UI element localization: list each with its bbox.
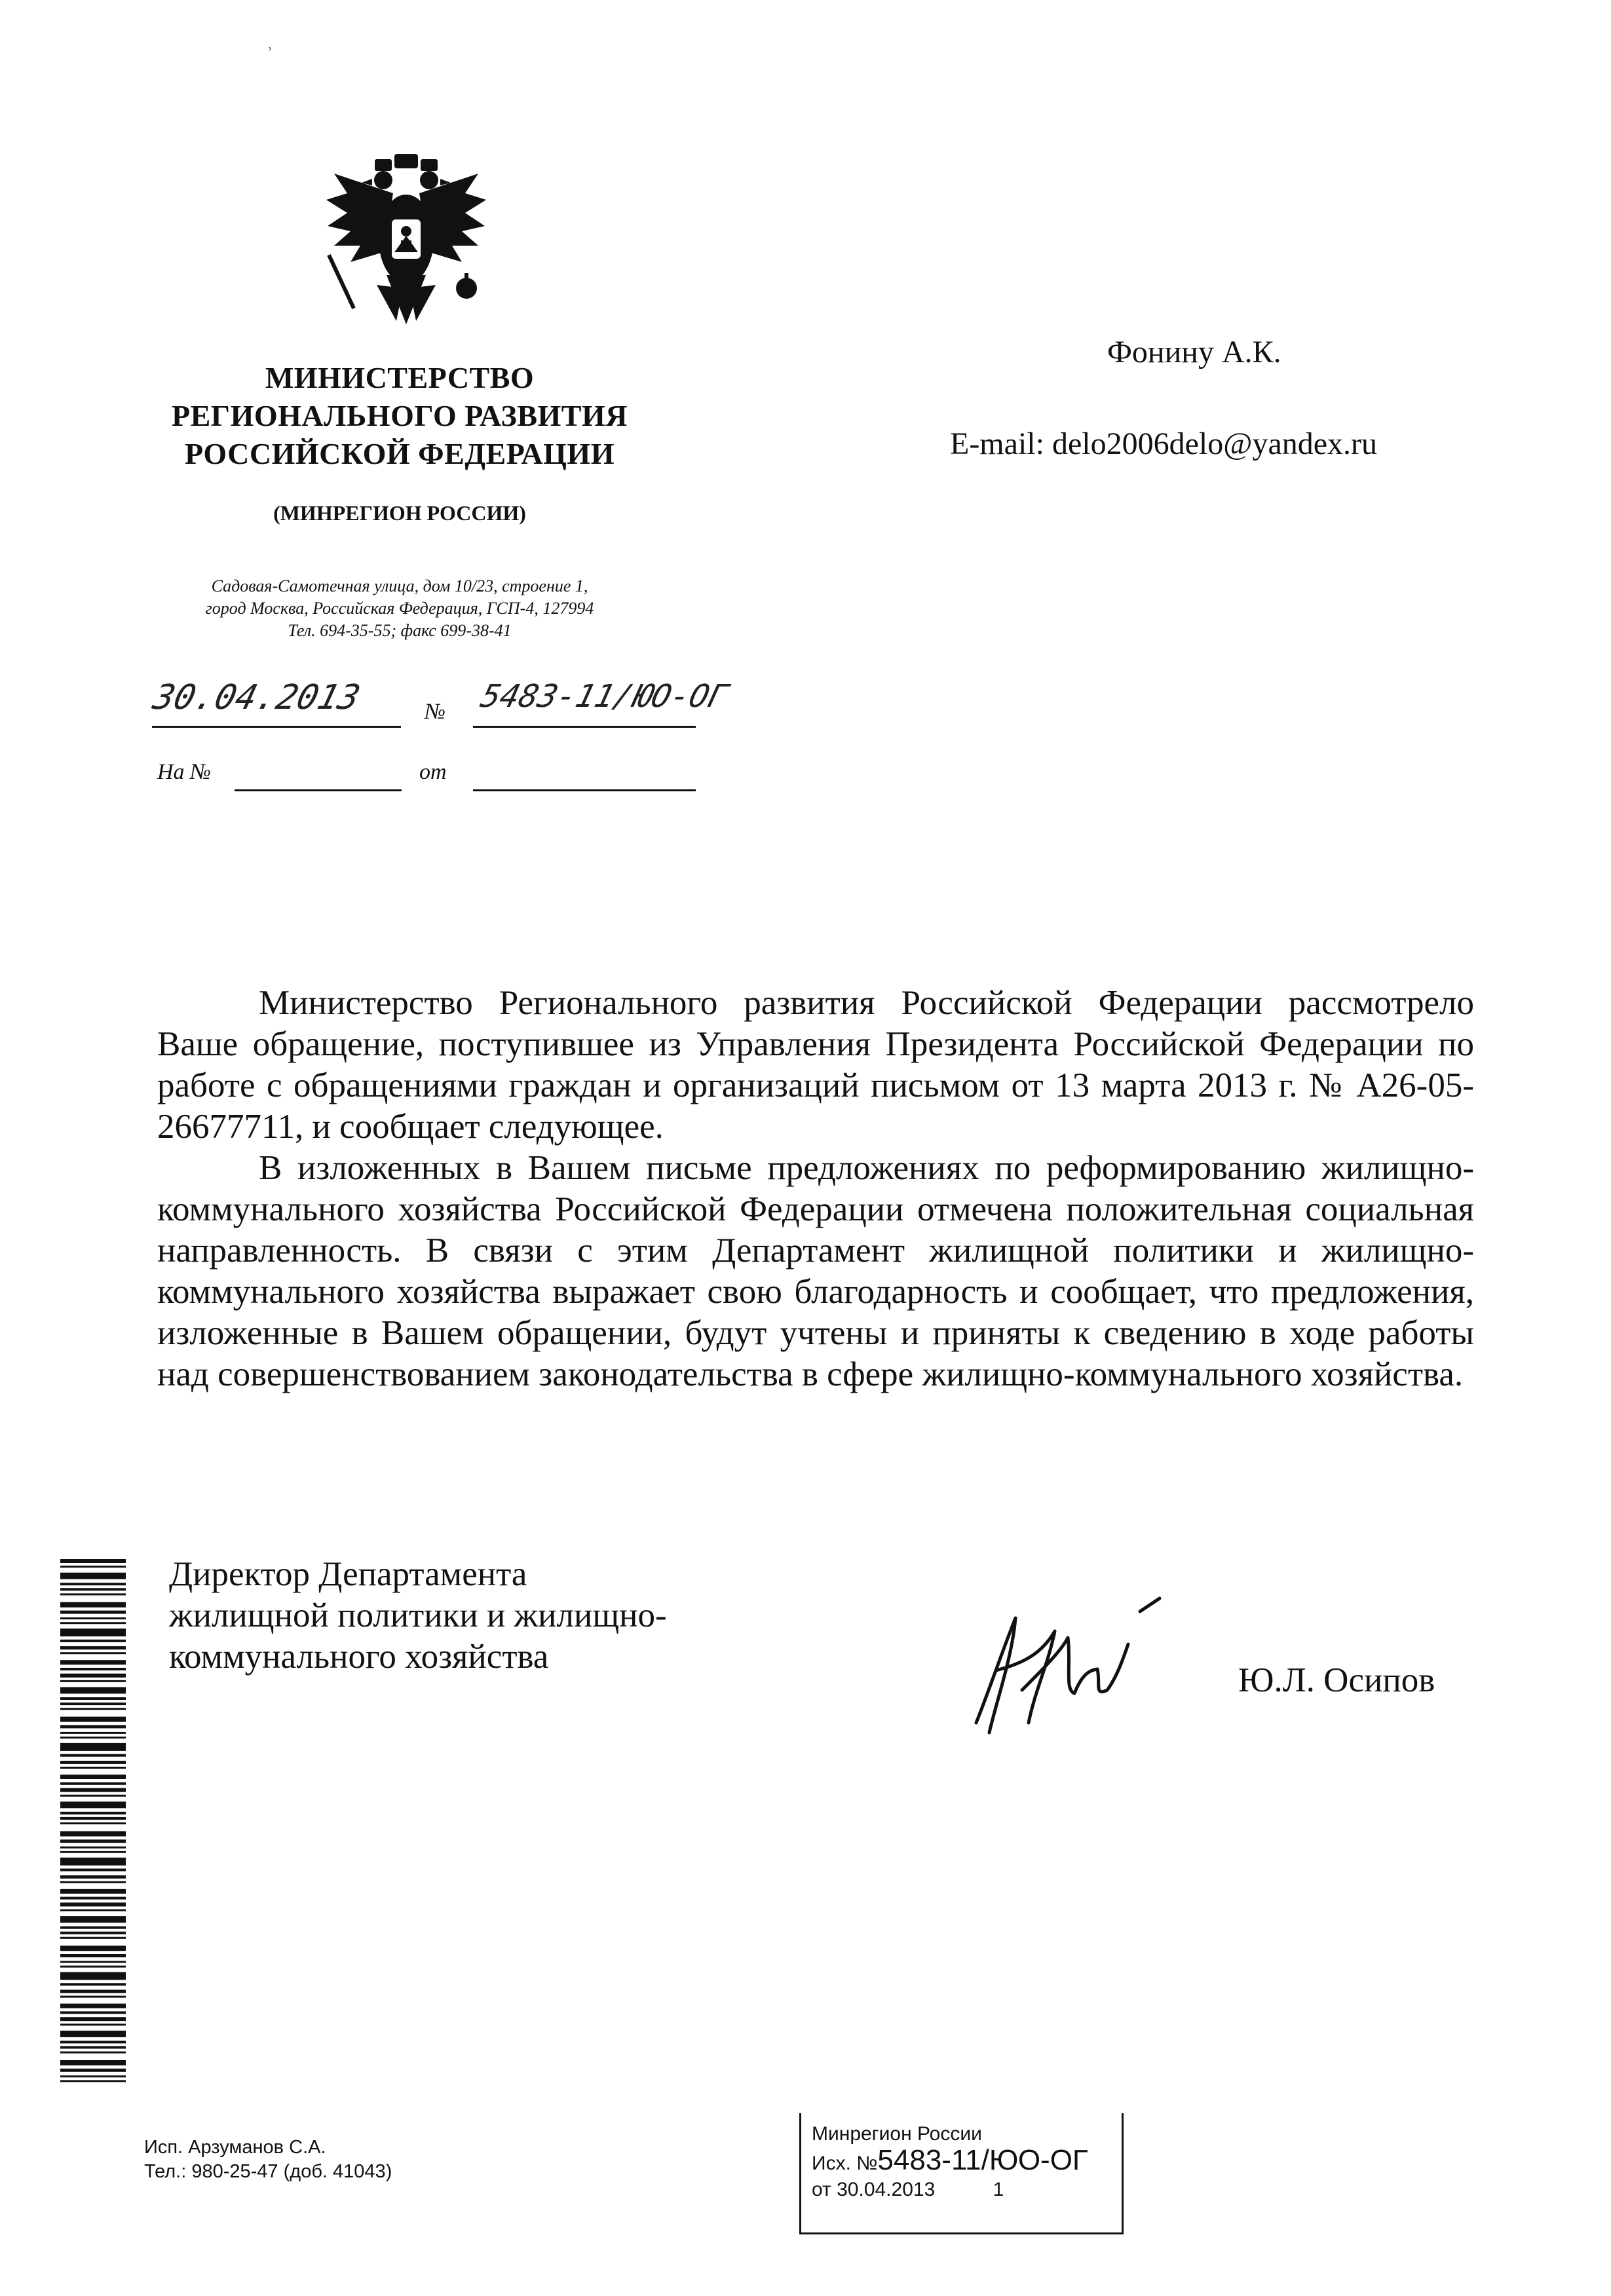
executor-name: Исп. Арзуманов С.А. xyxy=(144,2137,326,2158)
number-underline xyxy=(473,726,696,728)
stamp-date-label: от xyxy=(812,2179,831,2200)
ministry-address xyxy=(131,575,668,642)
registration-stamp xyxy=(799,2113,1124,2234)
stamp-number: 5483-11/ЮО-ОГ xyxy=(877,2144,1088,2176)
ministry-short-name: (МИНРЕГИОН РОССИИ) xyxy=(273,501,526,525)
scan-mark: ˒ xyxy=(267,38,273,55)
recipient-email: E-mail: delo2006delo@yandex.ru xyxy=(950,426,1378,461)
stamp-number-label: Исх. № xyxy=(812,2153,878,2174)
signatory-title xyxy=(169,1554,667,1678)
reply-to-underline xyxy=(235,789,402,791)
stamp-date-row xyxy=(812,2177,1122,2203)
vertical-barcode-icon xyxy=(60,1559,126,2083)
address-line3: Тел. 694-35-55; факс 699-38-41 xyxy=(288,621,512,640)
handwritten-signature-icon xyxy=(950,1592,1166,1742)
signatory-title-line2: жилищной политики и жилищно- xyxy=(169,1596,667,1634)
signatory-title-line1: Директор Департамента xyxy=(169,1555,527,1593)
ministry-title-line3: РОССИЙСКОЙ ФЕДЕРАЦИИ xyxy=(185,437,615,470)
double-headed-eagle-emblem-icon xyxy=(321,154,491,337)
body-paragraph-1: Министерство Регионального развития Российской Федерации рассмотрело Ваше обращение, поступившее из Управления Президента Российской Федерации по работе с обращениями граждан и организаций письмом от 13 марта 2013 г. № А26-05-26677711, и сообщает следующее. xyxy=(157,984,1474,1146)
number-label: № xyxy=(425,700,446,724)
ministry-title-line2: РЕГИОНАЛЬНОГО РАЗВИТИЯ xyxy=(172,399,628,432)
outgoing-date: 30.04.2013 xyxy=(149,678,364,717)
reply-to-label: На № xyxy=(157,760,212,784)
from-label: от xyxy=(419,760,447,784)
address-line2: город Москва, Российская Федерация, ГСП-4, 127994 xyxy=(205,599,594,618)
executor-info xyxy=(144,2136,392,2184)
signatory-name: Ю.Л. Осипов xyxy=(1238,1661,1435,1699)
stamp-number-row xyxy=(812,2144,1122,2177)
address-line1: Садовая-Самотечная улица, дом 10/23, строение 1, xyxy=(211,576,588,595)
letter-body xyxy=(157,983,1474,1395)
outgoing-number: 5483-11/ЮО-ОГ xyxy=(477,678,732,715)
body-paragraph-2: В изложенных в Вашем письме предложениях по реформированию жилищно-коммунального хозяйства Российской Федерации отмечена положительная социальная направленность. В связи с этим Департамент жилищной политики и жилищно-коммунального хозяйства выражает свою благодарность и сообщает, что предложения, изложенные в Вашем обращении, будут учтены и приняты к сведению в ходе работы над совершенствованием законодательства в сфере жилищно-коммунального хозяйства. xyxy=(157,1149,1474,1393)
ministry-title-line1: МИНИСТЕРСТВО xyxy=(265,361,535,394)
date-underline xyxy=(152,726,401,728)
from-underline xyxy=(473,789,696,791)
executor-phone: Тел.: 980-25-47 (доб. 41043) xyxy=(144,2161,392,2182)
signatory-title-line3: коммунального хозяйства xyxy=(169,1638,549,1676)
ministry-title xyxy=(131,359,668,473)
recipient-name: Фонину А.К. xyxy=(1107,335,1281,369)
stamp-date: 30.04.2013 xyxy=(837,2179,936,2200)
stamp-page: 1 xyxy=(993,2179,1004,2200)
stamp-org: Минрегион России xyxy=(812,2123,982,2145)
